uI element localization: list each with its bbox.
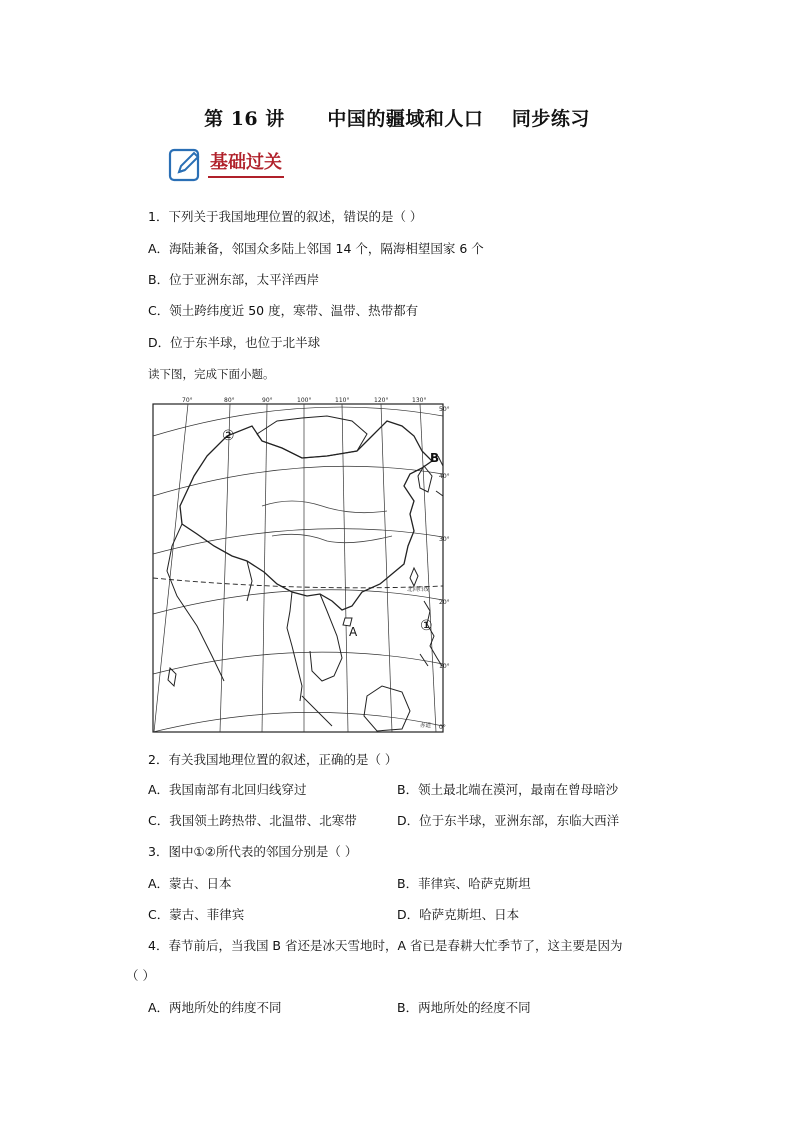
- question-3-option-c: C．蒙古、菲律宾: [148, 907, 245, 922]
- equator-label: 赤道: [420, 723, 432, 729]
- question-1-stem: 1．下列关于我国地理位置的叙述，错误的是（ ）: [148, 209, 423, 224]
- question-1-option-c: C．领土跨纬度近 50 度，寒带、温带、热带都有: [148, 303, 419, 318]
- pencil-edit-icon: [168, 147, 204, 183]
- lon-label-80: 80°: [224, 397, 235, 404]
- question-2-option-d: D．位于东半球，亚洲东部，东临大西洋: [397, 813, 620, 828]
- lat-label-10: 10°: [439, 663, 450, 670]
- page-title: 第 16 讲 中国的疆域和人口 同步练习: [204, 108, 590, 130]
- marker-1: ①: [420, 618, 433, 634]
- lat-label-0: 0°: [439, 724, 446, 731]
- lon-label-70: 70°: [182, 397, 193, 404]
- lon-label-100: 100°: [297, 397, 312, 404]
- question-4-stem: 4．春节前后，当我国 B 省还是冰天雪地时，A 省已是春耕大忙季节了，这主要是因为: [148, 938, 623, 953]
- section-title: 基础过关: [208, 152, 284, 178]
- question-3-stem: 3．图中①②所代表的邻国分别是（ ）: [148, 844, 358, 859]
- tropic-label: 北回归线: [407, 587, 430, 593]
- marker-2: ②: [222, 428, 235, 444]
- china-region-map: [152, 396, 452, 734]
- question-2-option-a: A．我国南部有北回归线穿过: [148, 782, 307, 797]
- lon-label-110: 110°: [335, 397, 350, 404]
- section-header: [168, 146, 284, 184]
- question-3-option-a: A．蒙古、日本: [148, 876, 232, 891]
- lon-label-130: 130°: [412, 397, 427, 404]
- lon-label-90: 90°: [262, 397, 273, 404]
- question-1-option-a: A．海陆兼备，邻国众多陆上邻国 14 个，隔海相望国家 6 个: [148, 241, 484, 256]
- lat-label-40: 40°: [439, 473, 450, 480]
- question-3-option-b: B．菲律宾、哈萨克斯坦: [397, 876, 531, 891]
- marker-a: A: [349, 625, 358, 639]
- lat-label-30: 30°: [439, 536, 450, 543]
- question-2-stem: 2．有关我国地理位置的叙述，正确的是（ ）: [148, 752, 398, 767]
- marker-b: B: [430, 451, 440, 465]
- question-4-option-b: B．两地所处的经度不同: [397, 1000, 531, 1015]
- question-4-stem-cont: （ ）: [126, 968, 155, 983]
- question-2-option-b: B．领土最北端在漠河，最南在曾母暗沙: [397, 782, 619, 797]
- lat-label-50: 50°: [439, 406, 450, 413]
- question-3-option-d: D．哈萨克斯坦、日本: [397, 907, 520, 922]
- question-1-option-d: D．位于东半球，也位于北半球: [148, 335, 321, 350]
- question-1-option-b: B．位于亚洲东部，太平洋西岸: [148, 272, 320, 287]
- lon-label-120: 120°: [374, 397, 389, 404]
- lat-label-20: 20°: [439, 599, 450, 606]
- question-4-option-a: A．两地所处的纬度不同: [148, 1000, 282, 1015]
- question-2-option-c: C．我国领土跨热带、北温带、北寒带: [148, 813, 357, 828]
- map-instruction: 读下图，完成下面小题。: [148, 367, 275, 381]
